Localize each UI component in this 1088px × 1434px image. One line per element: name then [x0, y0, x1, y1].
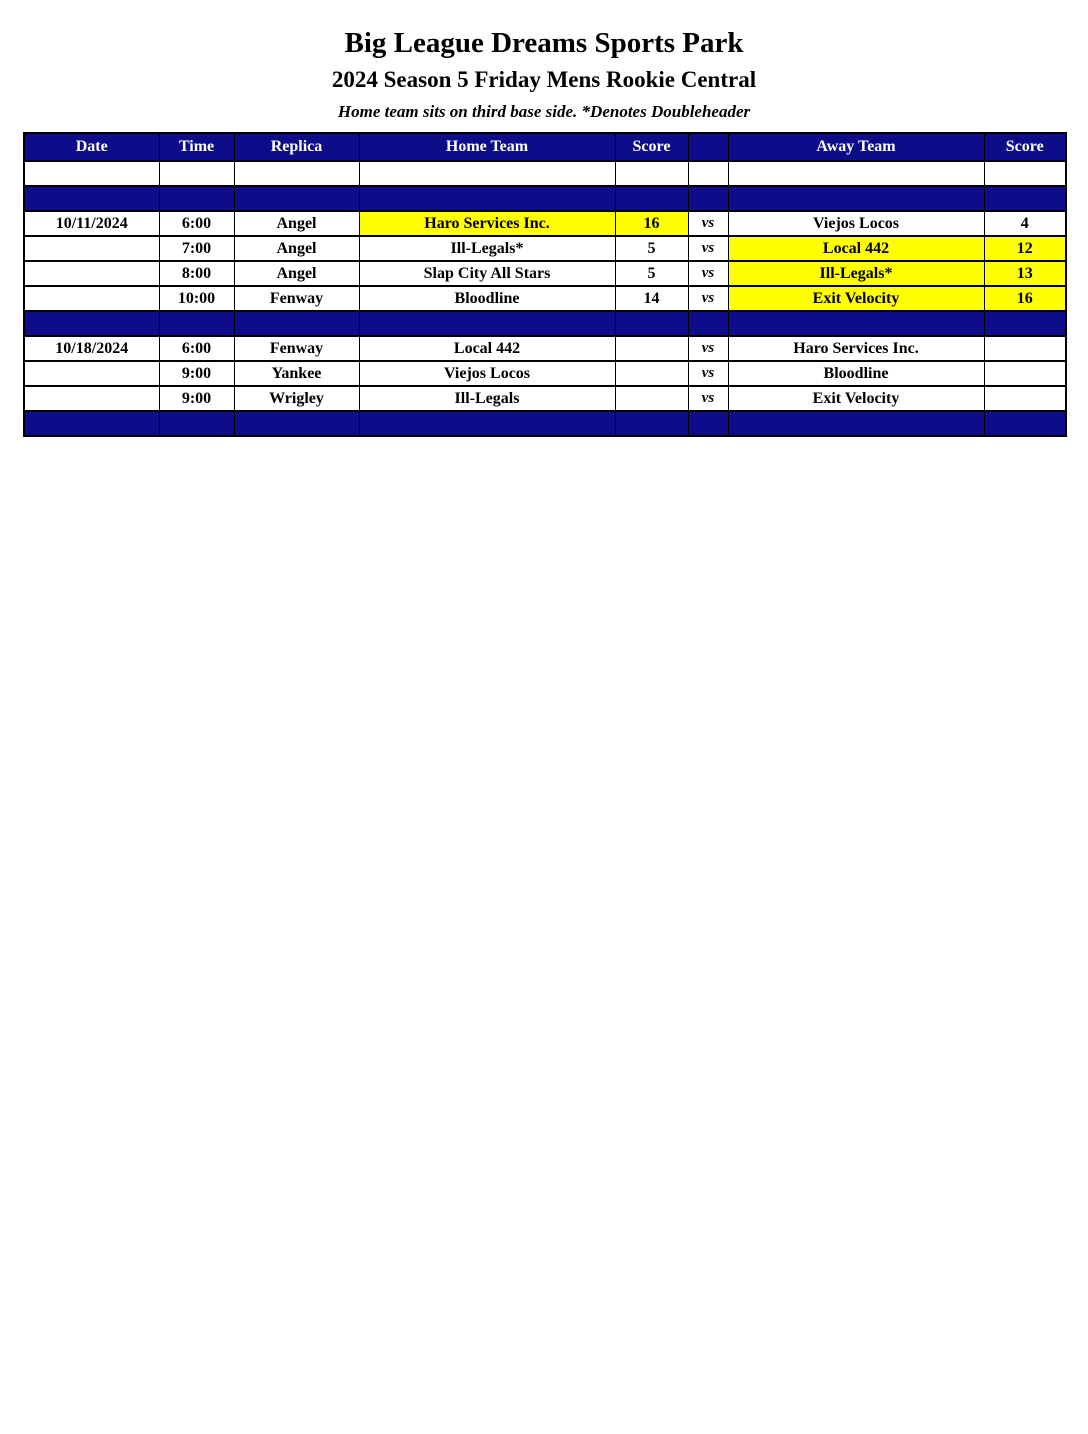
cell-replica: Fenway	[234, 336, 359, 361]
separator-row	[24, 311, 1066, 336]
cell-time	[159, 186, 234, 211]
cell-time: 7:00	[159, 236, 234, 261]
cell-home-score	[615, 361, 688, 386]
cell-away: Viejos Locos	[728, 211, 984, 236]
cell-replica: Yankee	[234, 361, 359, 386]
cell-away-score	[984, 361, 1066, 386]
header-row	[24, 133, 1066, 161]
cell-home: Haro Services Inc.	[359, 211, 615, 236]
cell-away: Exit Velocity	[728, 386, 984, 411]
cell-home	[359, 186, 615, 211]
cell-replica: Angel	[234, 211, 359, 236]
cell-time	[159, 411, 234, 436]
cell-vs: vs	[688, 386, 728, 411]
cell-home-score: 5	[615, 261, 688, 286]
cell-date	[24, 261, 159, 286]
cell-home: Ill-Legals	[359, 386, 615, 411]
page-subtitle: 2024 Season 5 Friday Mens Rookie Central	[331, 67, 757, 92]
cell-vs: vs	[688, 236, 728, 261]
cell-vs	[688, 186, 728, 211]
cell-time: 9:00	[159, 386, 234, 411]
cell-away	[728, 161, 984, 186]
cell-time: 9:00	[159, 361, 234, 386]
cell-home-score	[615, 386, 688, 411]
game-row	[24, 211, 1066, 236]
page-title: Big League Dreams Sports Park	[344, 27, 744, 59]
game-row	[24, 236, 1066, 261]
cell-date	[24, 286, 159, 311]
cell-time: 8:00	[159, 261, 234, 286]
blank-row	[24, 161, 1066, 186]
cell-vs: vs	[688, 336, 728, 361]
cell-replica: Angel	[234, 261, 359, 286]
cell-home: Viejos Locos	[359, 361, 615, 386]
cell-away	[728, 186, 984, 211]
cell-time: 6:00	[159, 336, 234, 361]
cell-home-score	[615, 186, 688, 211]
schedule-table	[23, 132, 1067, 437]
schedule-table-body	[24, 161, 1066, 436]
cell-away-score	[984, 311, 1066, 336]
cell-replica: Fenway	[234, 286, 359, 311]
cell-date	[24, 186, 159, 211]
cell-vs: vs	[688, 211, 728, 236]
cell-vs: vs	[688, 286, 728, 311]
cell-home: Ill-Legals*	[359, 236, 615, 261]
cell-vs	[688, 411, 728, 436]
schedule-table-header	[24, 133, 1066, 161]
cell-date	[24, 361, 159, 386]
cell-replica: Angel	[234, 236, 359, 261]
cell-time	[159, 161, 234, 186]
cell-away	[728, 311, 984, 336]
cell-home-score: 14	[615, 286, 688, 311]
cell-date: 10/18/2024	[24, 336, 159, 361]
col-header-home-score: Score	[615, 133, 688, 161]
cell-vs	[688, 161, 728, 186]
game-row	[24, 361, 1066, 386]
cell-vs: vs	[688, 361, 728, 386]
cell-away-score	[984, 411, 1066, 436]
game-row	[24, 386, 1066, 411]
cell-date	[24, 236, 159, 261]
cell-home: Local 442	[359, 336, 615, 361]
cell-replica	[234, 186, 359, 211]
page-tagline: Home team sits on third base side. *Denotes Doubleheader	[337, 102, 751, 121]
cell-date	[24, 311, 159, 336]
cell-replica: Wrigley	[234, 386, 359, 411]
cell-away-score	[984, 161, 1066, 186]
cell-home: Slap City All Stars	[359, 261, 615, 286]
cell-home-score	[615, 336, 688, 361]
cell-home	[359, 411, 615, 436]
separator-row	[24, 411, 1066, 436]
col-header-time: Time	[159, 133, 234, 161]
col-header-date: Date	[24, 133, 159, 161]
cell-date	[24, 411, 159, 436]
game-row	[24, 336, 1066, 361]
cell-away: Haro Services Inc.	[728, 336, 984, 361]
cell-date: 10/11/2024	[24, 211, 159, 236]
cell-home-score: 5	[615, 236, 688, 261]
col-header-away-team: Away Team	[728, 133, 984, 161]
cell-home-score	[615, 311, 688, 336]
cell-replica	[234, 161, 359, 186]
cell-home-score: 16	[615, 211, 688, 236]
cell-away-score: 12	[984, 236, 1066, 261]
col-header-away-score: Score	[984, 133, 1066, 161]
separator-row	[24, 186, 1066, 211]
cell-vs	[688, 311, 728, 336]
cell-away: Bloodline	[728, 361, 984, 386]
cell-away-score	[984, 186, 1066, 211]
cell-away: Ill-Legals*	[728, 261, 984, 286]
col-header-vs	[688, 133, 728, 161]
cell-date	[24, 161, 159, 186]
cell-home	[359, 311, 615, 336]
cell-home: Bloodline	[359, 286, 615, 311]
cell-home-score	[615, 411, 688, 436]
game-row	[24, 261, 1066, 286]
page-header	[0, 26, 1088, 122]
cell-vs: vs	[688, 261, 728, 286]
cell-away: Exit Velocity	[728, 286, 984, 311]
cell-home-score	[615, 161, 688, 186]
cell-away-score: 13	[984, 261, 1066, 286]
col-header-home-team: Home Team	[359, 133, 615, 161]
cell-away-score: 16	[984, 286, 1066, 311]
cell-replica	[234, 311, 359, 336]
cell-home	[359, 161, 615, 186]
cell-away-score: 4	[984, 211, 1066, 236]
cell-away	[728, 411, 984, 436]
cell-replica	[234, 411, 359, 436]
game-row	[24, 286, 1066, 311]
cell-time: 10:00	[159, 286, 234, 311]
cell-time	[159, 311, 234, 336]
cell-away: Local 442	[728, 236, 984, 261]
col-header-replica: Replica	[234, 133, 359, 161]
cell-time: 6:00	[159, 211, 234, 236]
cell-away-score	[984, 336, 1066, 361]
cell-date	[24, 386, 159, 411]
cell-away-score	[984, 386, 1066, 411]
